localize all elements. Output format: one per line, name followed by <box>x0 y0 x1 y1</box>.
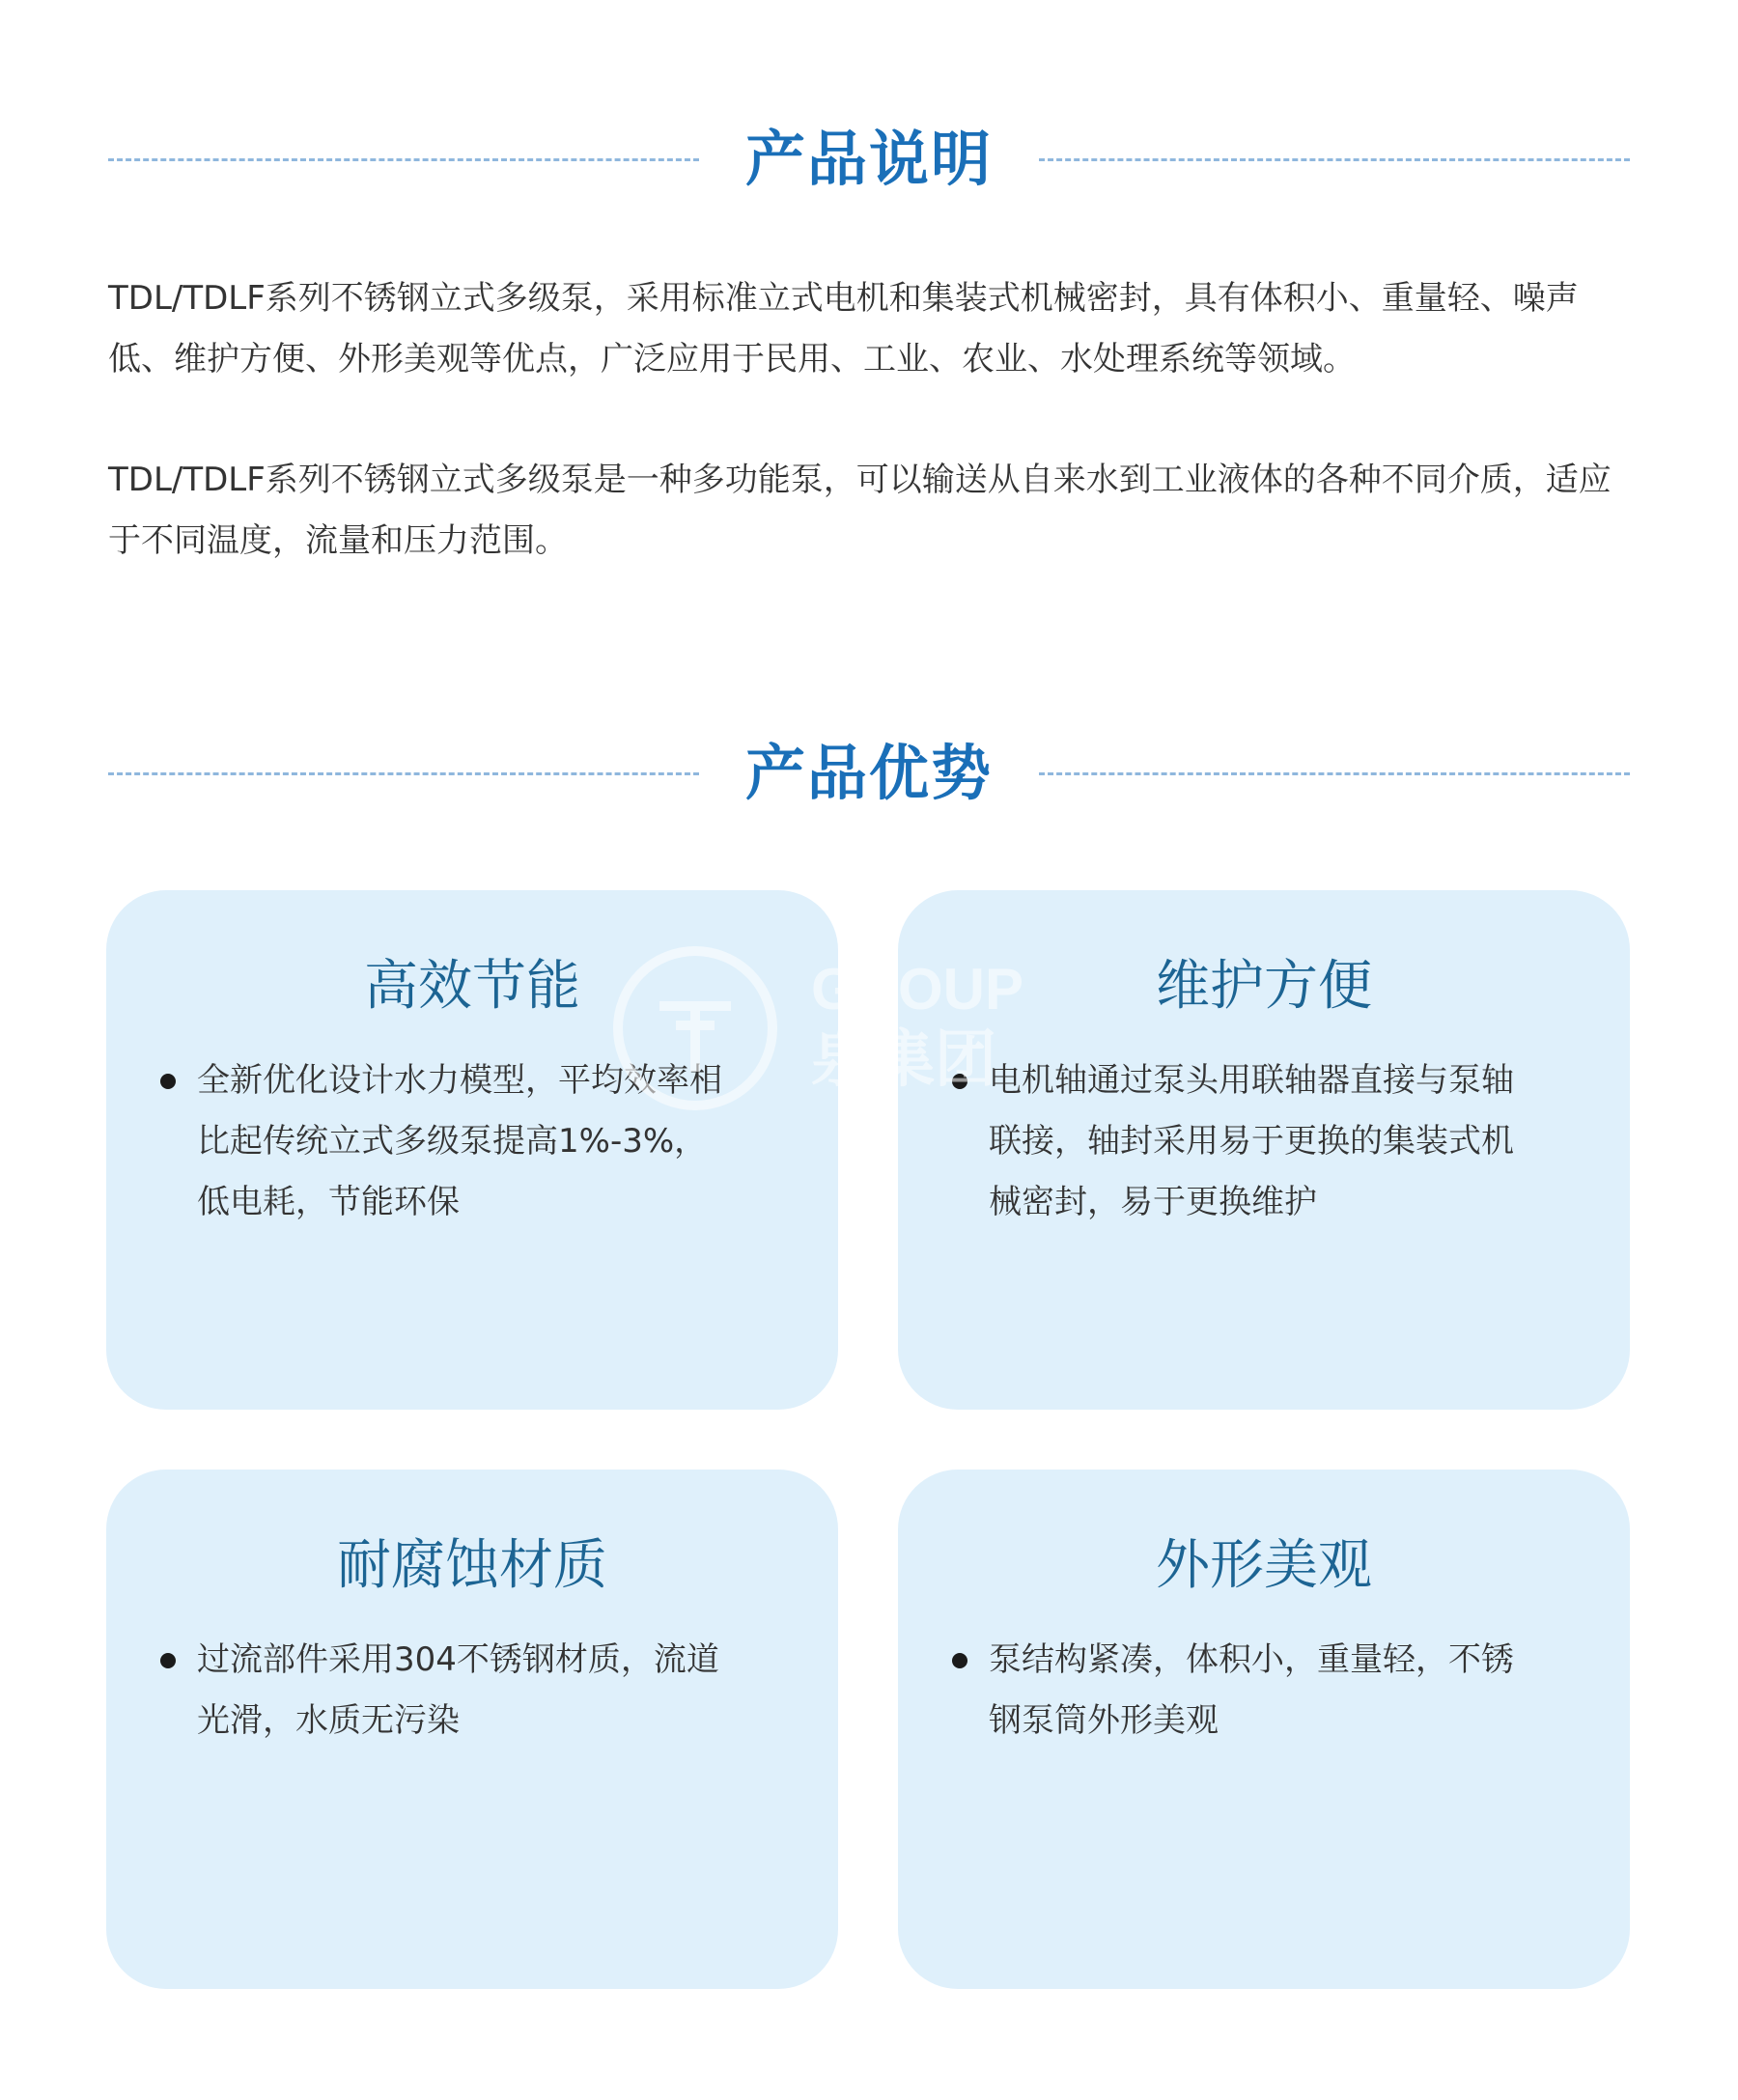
dashed-divider-right <box>1039 772 1630 775</box>
advantage-card-maintenance <box>898 890 1630 1410</box>
description-section-title: 产品说明 <box>744 124 993 194</box>
description-paragraph-1: TDL/TDLF系列不锈钢立式多级泵，采用标准立式电机和集装式机械密封，具有体积小、重量轻、噪声低、维护方便、外形美观等优点，广泛应用于民用、工业、农业、水处理系统等领域。 <box>108 279 1579 378</box>
bullet-icon <box>952 1653 967 1668</box>
watermark-text-cn: 泉集团 <box>811 1024 996 1096</box>
advantages-section-header <box>108 730 1630 817</box>
advantages-section-title: 产品优势 <box>744 738 993 808</box>
advantage-card-corrosion-resistance <box>106 1470 838 1989</box>
advantage-card-text: 全新优化设计水力模型，平均效率相比起传统立式多级泵提高1%-3%，低电耗，节能环保 <box>197 1061 722 1221</box>
advantage-card-text: 过流部件采用304不锈钢材质，流道光滑，水质无污染 <box>197 1640 719 1740</box>
bullet-icon <box>952 1074 967 1089</box>
advantage-card-efficiency <box>106 890 838 1410</box>
dashed-divider-left <box>108 158 699 161</box>
description-paragraph-2: TDL/TDLF系列不锈钢立式多级泵是一种多功能泵，可以输送从自来水到工业液体的各种不同介质，适应于不同温度，流量和压力范围。 <box>108 461 1612 560</box>
advantage-card-text: 泵结构紧凑，体积小，重量轻，不锈钢泵筒外形美观 <box>989 1640 1514 1740</box>
advantage-card-appearance <box>898 1470 1630 1989</box>
watermark-text-en: GROUP <box>811 957 1024 1022</box>
advantage-card-title: 维护方便 <box>1156 955 1372 1018</box>
dashed-divider-left <box>108 772 699 775</box>
advantage-card-title: 高效节能 <box>364 955 580 1018</box>
dashed-divider-right <box>1039 158 1630 161</box>
advantage-card-title: 外形美观 <box>1156 1534 1372 1597</box>
bullet-icon <box>160 1653 176 1668</box>
description-section-header <box>108 116 1630 203</box>
bullet-icon <box>160 1074 176 1089</box>
advantage-card-title: 耐腐蚀材质 <box>337 1534 607 1597</box>
advantage-card-text: 电机轴通过泵头用联轴器直接与泵轴联接，轴封采用易于更换的集装式机械密封，易于更换维护 <box>989 1061 1514 1221</box>
